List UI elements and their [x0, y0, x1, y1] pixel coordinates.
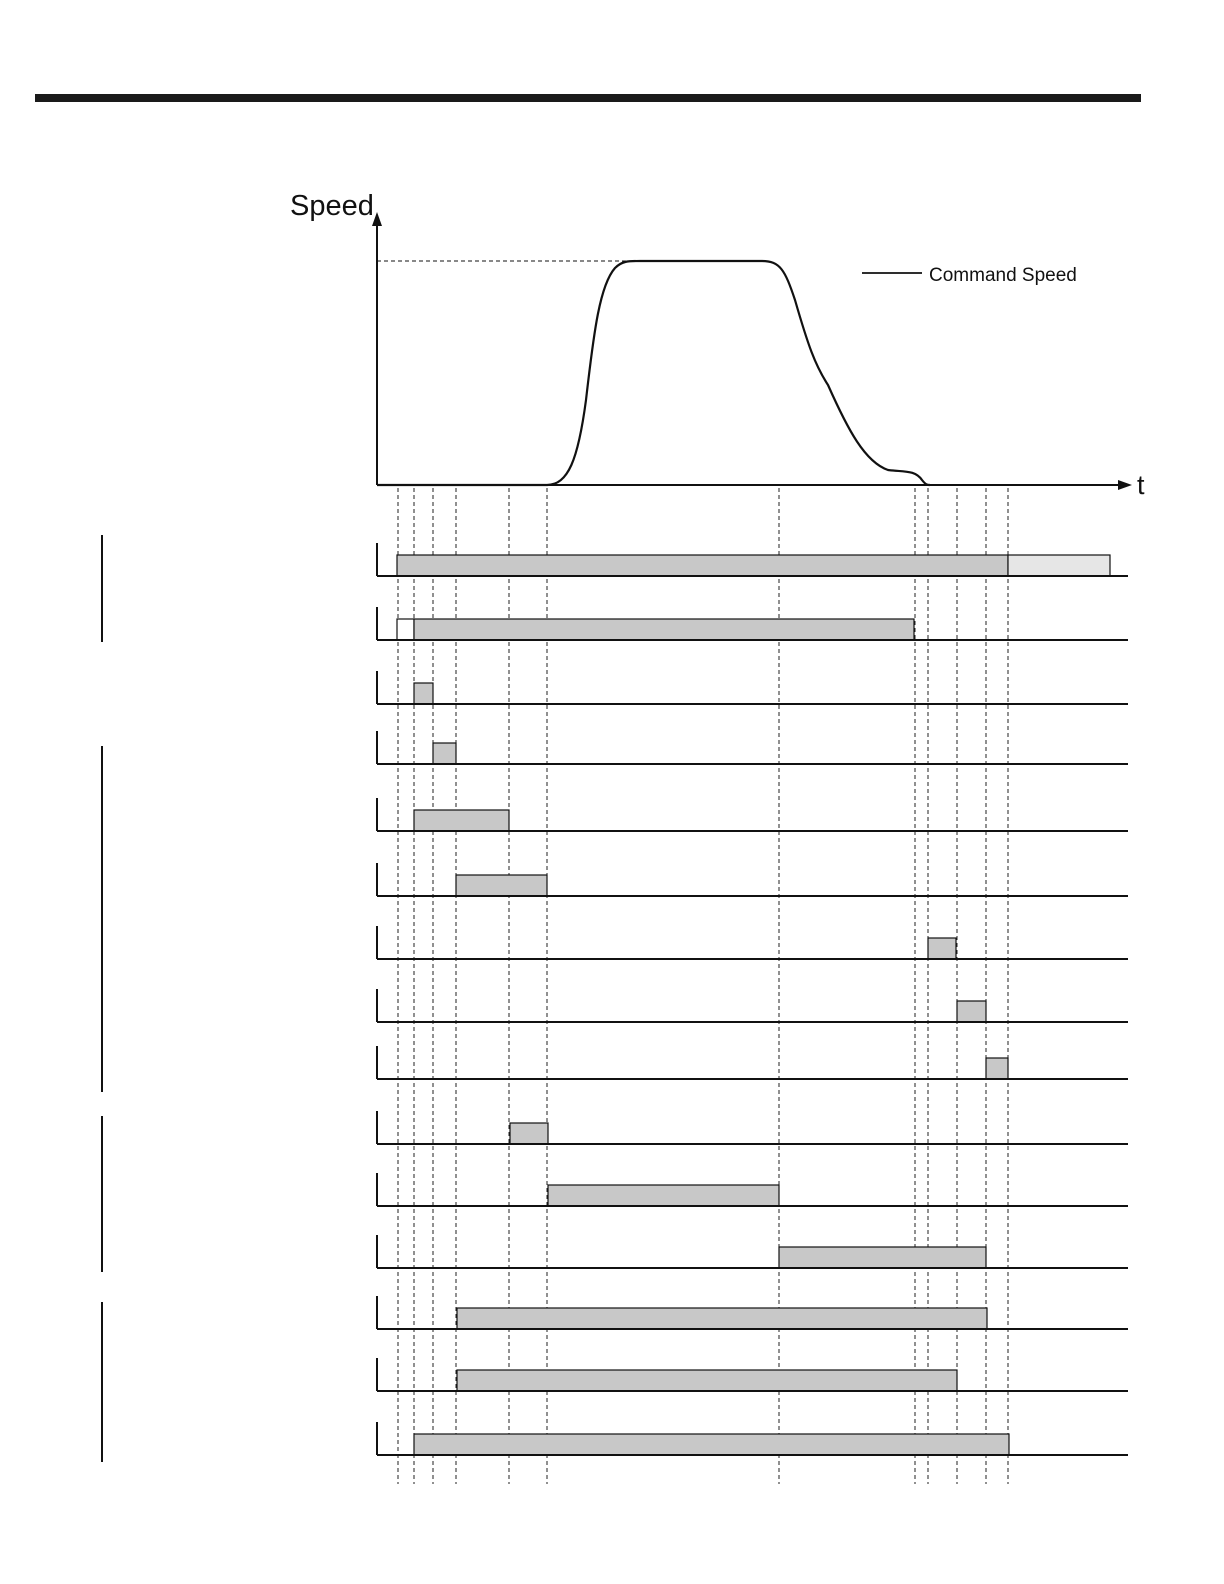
signal-active-bar: [457, 1370, 957, 1391]
signal-active-bar: [414, 1434, 1009, 1455]
signal-active-bar: [414, 810, 509, 831]
x-axis-arrow-icon: [1118, 480, 1132, 490]
speed-graph: [290, 190, 1145, 500]
command-speed-curve: [377, 261, 930, 485]
signal-active-bar: [397, 555, 1008, 576]
timing-row: [377, 863, 1128, 896]
timing-rows: [377, 543, 1128, 1455]
signal-active-bar: [456, 875, 547, 896]
signal-active-bar: [414, 619, 914, 640]
timing-row: [377, 671, 1128, 704]
x-axis-label: t: [1137, 470, 1145, 500]
signal-active-bar: [414, 683, 433, 704]
signal-active-bar: [548, 1185, 779, 1206]
timing-row: [377, 798, 1128, 831]
timing-row: [377, 1422, 1128, 1455]
timing-row: [377, 1296, 1128, 1329]
timing-row: [377, 731, 1128, 764]
signal-active-bar: [779, 1247, 986, 1268]
timing-row: [377, 1235, 1128, 1268]
timing-row: [377, 1111, 1128, 1144]
signal-active-bar: [928, 938, 956, 959]
timing-row: [377, 989, 1128, 1022]
signal-active-bar: [957, 1001, 986, 1022]
timing-row: [377, 1173, 1128, 1206]
signal-active-bar: [433, 743, 456, 764]
legend: [862, 265, 1077, 286]
timing-row: [377, 543, 1128, 576]
signal-active-bar: [1008, 555, 1110, 576]
signal-active-bar: [397, 619, 414, 640]
timing-row: [377, 926, 1128, 959]
timing-row: [377, 1046, 1128, 1079]
legend-label: Command Speed: [929, 265, 1077, 286]
timing-row: [377, 1358, 1128, 1391]
signal-active-bar: [510, 1123, 548, 1144]
y-axis-label: Speed: [290, 190, 374, 222]
signal-active-bar: [457, 1308, 987, 1329]
signal-active-bar: [986, 1058, 1008, 1079]
timing-row: [377, 607, 1128, 640]
